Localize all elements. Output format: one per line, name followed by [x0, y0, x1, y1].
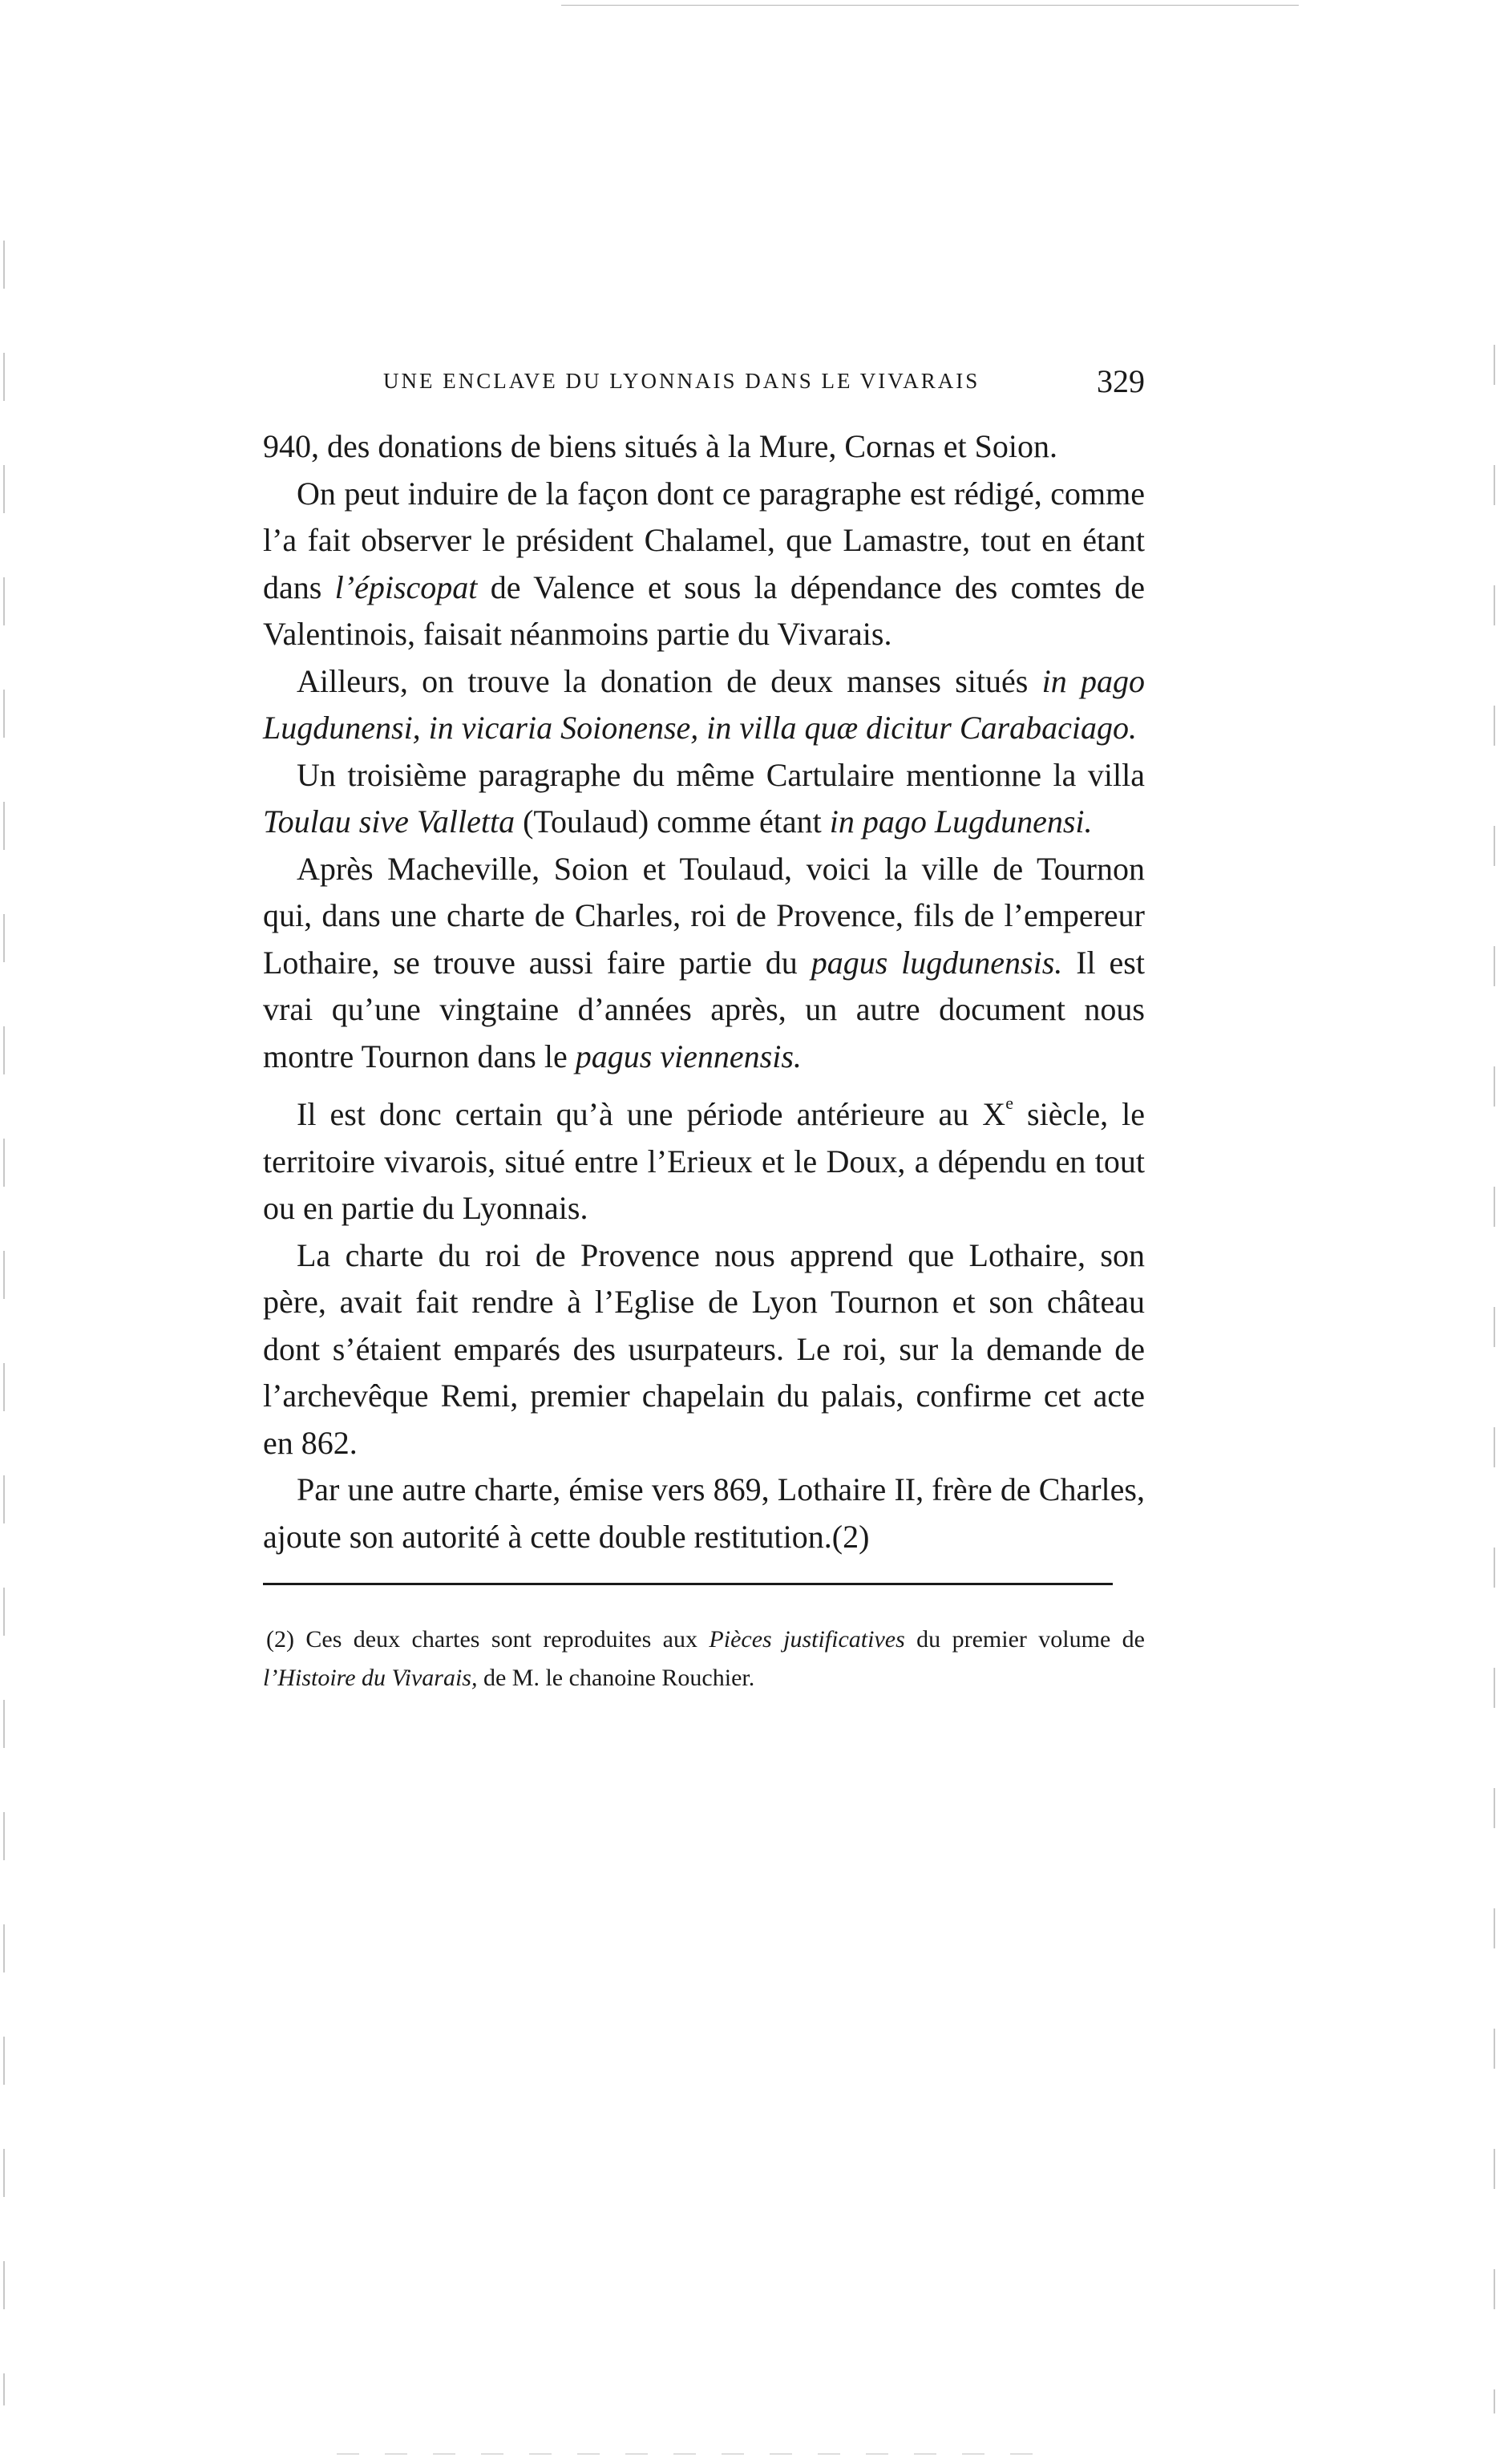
footnote-text-a: (2) Ces deux chartes sont reproduites aux — [266, 1626, 710, 1653]
paragraph-1: 940, des donations de biens situés à la Mure, Cornas et Soion. — [263, 428, 1057, 464]
footnote-italic-pieces: Pièces justificatives — [709, 1626, 905, 1653]
paragraph-4-text-c: (Toulaud) comme étant — [515, 803, 830, 840]
paragraph-5-text-c: Il est vrai qu’une vingtaine d’années après, un autre document nous montre Tournon dans le — [263, 944, 1145, 1074]
scan-edge-left — [3, 241, 5, 2405]
footnote-text-c: du premier volume de — [904, 1626, 1145, 1653]
paragraph-2-text-a: On peut induire de la façon dont ce paragraphe est rédigé, comme l’a fait observer le président Chalamel, que Lamastre, tout en étant dans — [263, 475, 1145, 605]
running-title: UNE ENCLAVE DU LYONNAIS DANS LE VIVARAIS — [383, 369, 980, 393]
footnote-italic-histoire: l’Histoire du Vivarais, — [263, 1665, 478, 1691]
footnote-2 — [263, 1620, 1145, 1697]
paragraph-3-latin-quote: in pago Lugdunensi, in vicaria Soionense, in villa quæ dicitur Carabaciago. — [263, 662, 1145, 746]
paragraph-2-italic-episcopat: l’épiscopat — [334, 568, 478, 605]
paragraph-6-text-a: Il est donc certain qu’à une période antérieure au X — [297, 1096, 1006, 1132]
paragraph-2 — [263, 471, 1145, 658]
paragraph-5-text-a: Après Macheville, Soion et Toulaud, voici la ville de Tournon qui, dans une charte de Charles, roi de Provence, fils de l’empereur Lothaire, se trouve aussi faire partie du — [263, 850, 1145, 981]
footnote — [263, 1620, 1145, 1697]
paragraph-4-italic-toulau: Toulau sive Valletta — [263, 803, 515, 840]
paragraph-5-italic-lugdunensis: pagus lugdunensis. — [811, 944, 1063, 981]
paragraph-5 — [263, 846, 1145, 1081]
paragraph-5-italic-viennensis: pagus viennensis. — [575, 1038, 802, 1074]
paragraph-4-italic-in-pago: in pago Lugdunensi. — [829, 803, 1093, 840]
page-number: 329 — [1097, 363, 1145, 399]
paragraph-7: La charte du roi de Provence nous apprend que Lothaire, son père, avait fait rendre à l’Eglise de Lyon Tournon et son château dont s’étaient emparés des usurpateurs. Le roi, sur la demande de l’archevêque Remi, premier chapelain du palais, confirme cet acte en 862. — [263, 1236, 1145, 1461]
scan-edge-top — [561, 5, 1299, 6]
footnote-text-e: de M. le chanoine Rouchier. — [477, 1665, 755, 1691]
book-page — [263, 353, 1145, 1697]
paragraph-3-text-a: Ailleurs, on trouve la donation de deux manses situés — [297, 662, 1042, 699]
footnote-rule — [263, 1583, 1113, 1585]
running-head — [263, 353, 1145, 409]
paragraph-6-superscript: e — [1005, 1093, 1013, 1113]
paragraph-8: Par une autre charte, émise vers 869, Lothaire II, frère de Charles, ajoute son autorité à cette double restitution.(2) — [263, 1471, 1145, 1555]
paragraph-4 — [263, 752, 1145, 846]
paragraph-4-text-a: Un troisième paragraphe du même Cartulaire mentionne la villa — [297, 756, 1145, 793]
paragraph-6-text-b: siècle, le territoire vivarois, situé entre l’Erieux et le Doux, a dépendu en tout ou en partie du Lyonnais. — [263, 1096, 1145, 1226]
body-text — [263, 423, 1145, 1560]
paragraph-2-text-c: de Valence et sous la dépendance des comtes de Valentinois, faisait néanmoins partie du Vivarais. — [263, 568, 1145, 652]
scan-edge-right — [1494, 345, 1495, 2413]
paragraph-6 — [263, 1080, 1145, 1232]
paragraph-3 — [263, 658, 1145, 752]
